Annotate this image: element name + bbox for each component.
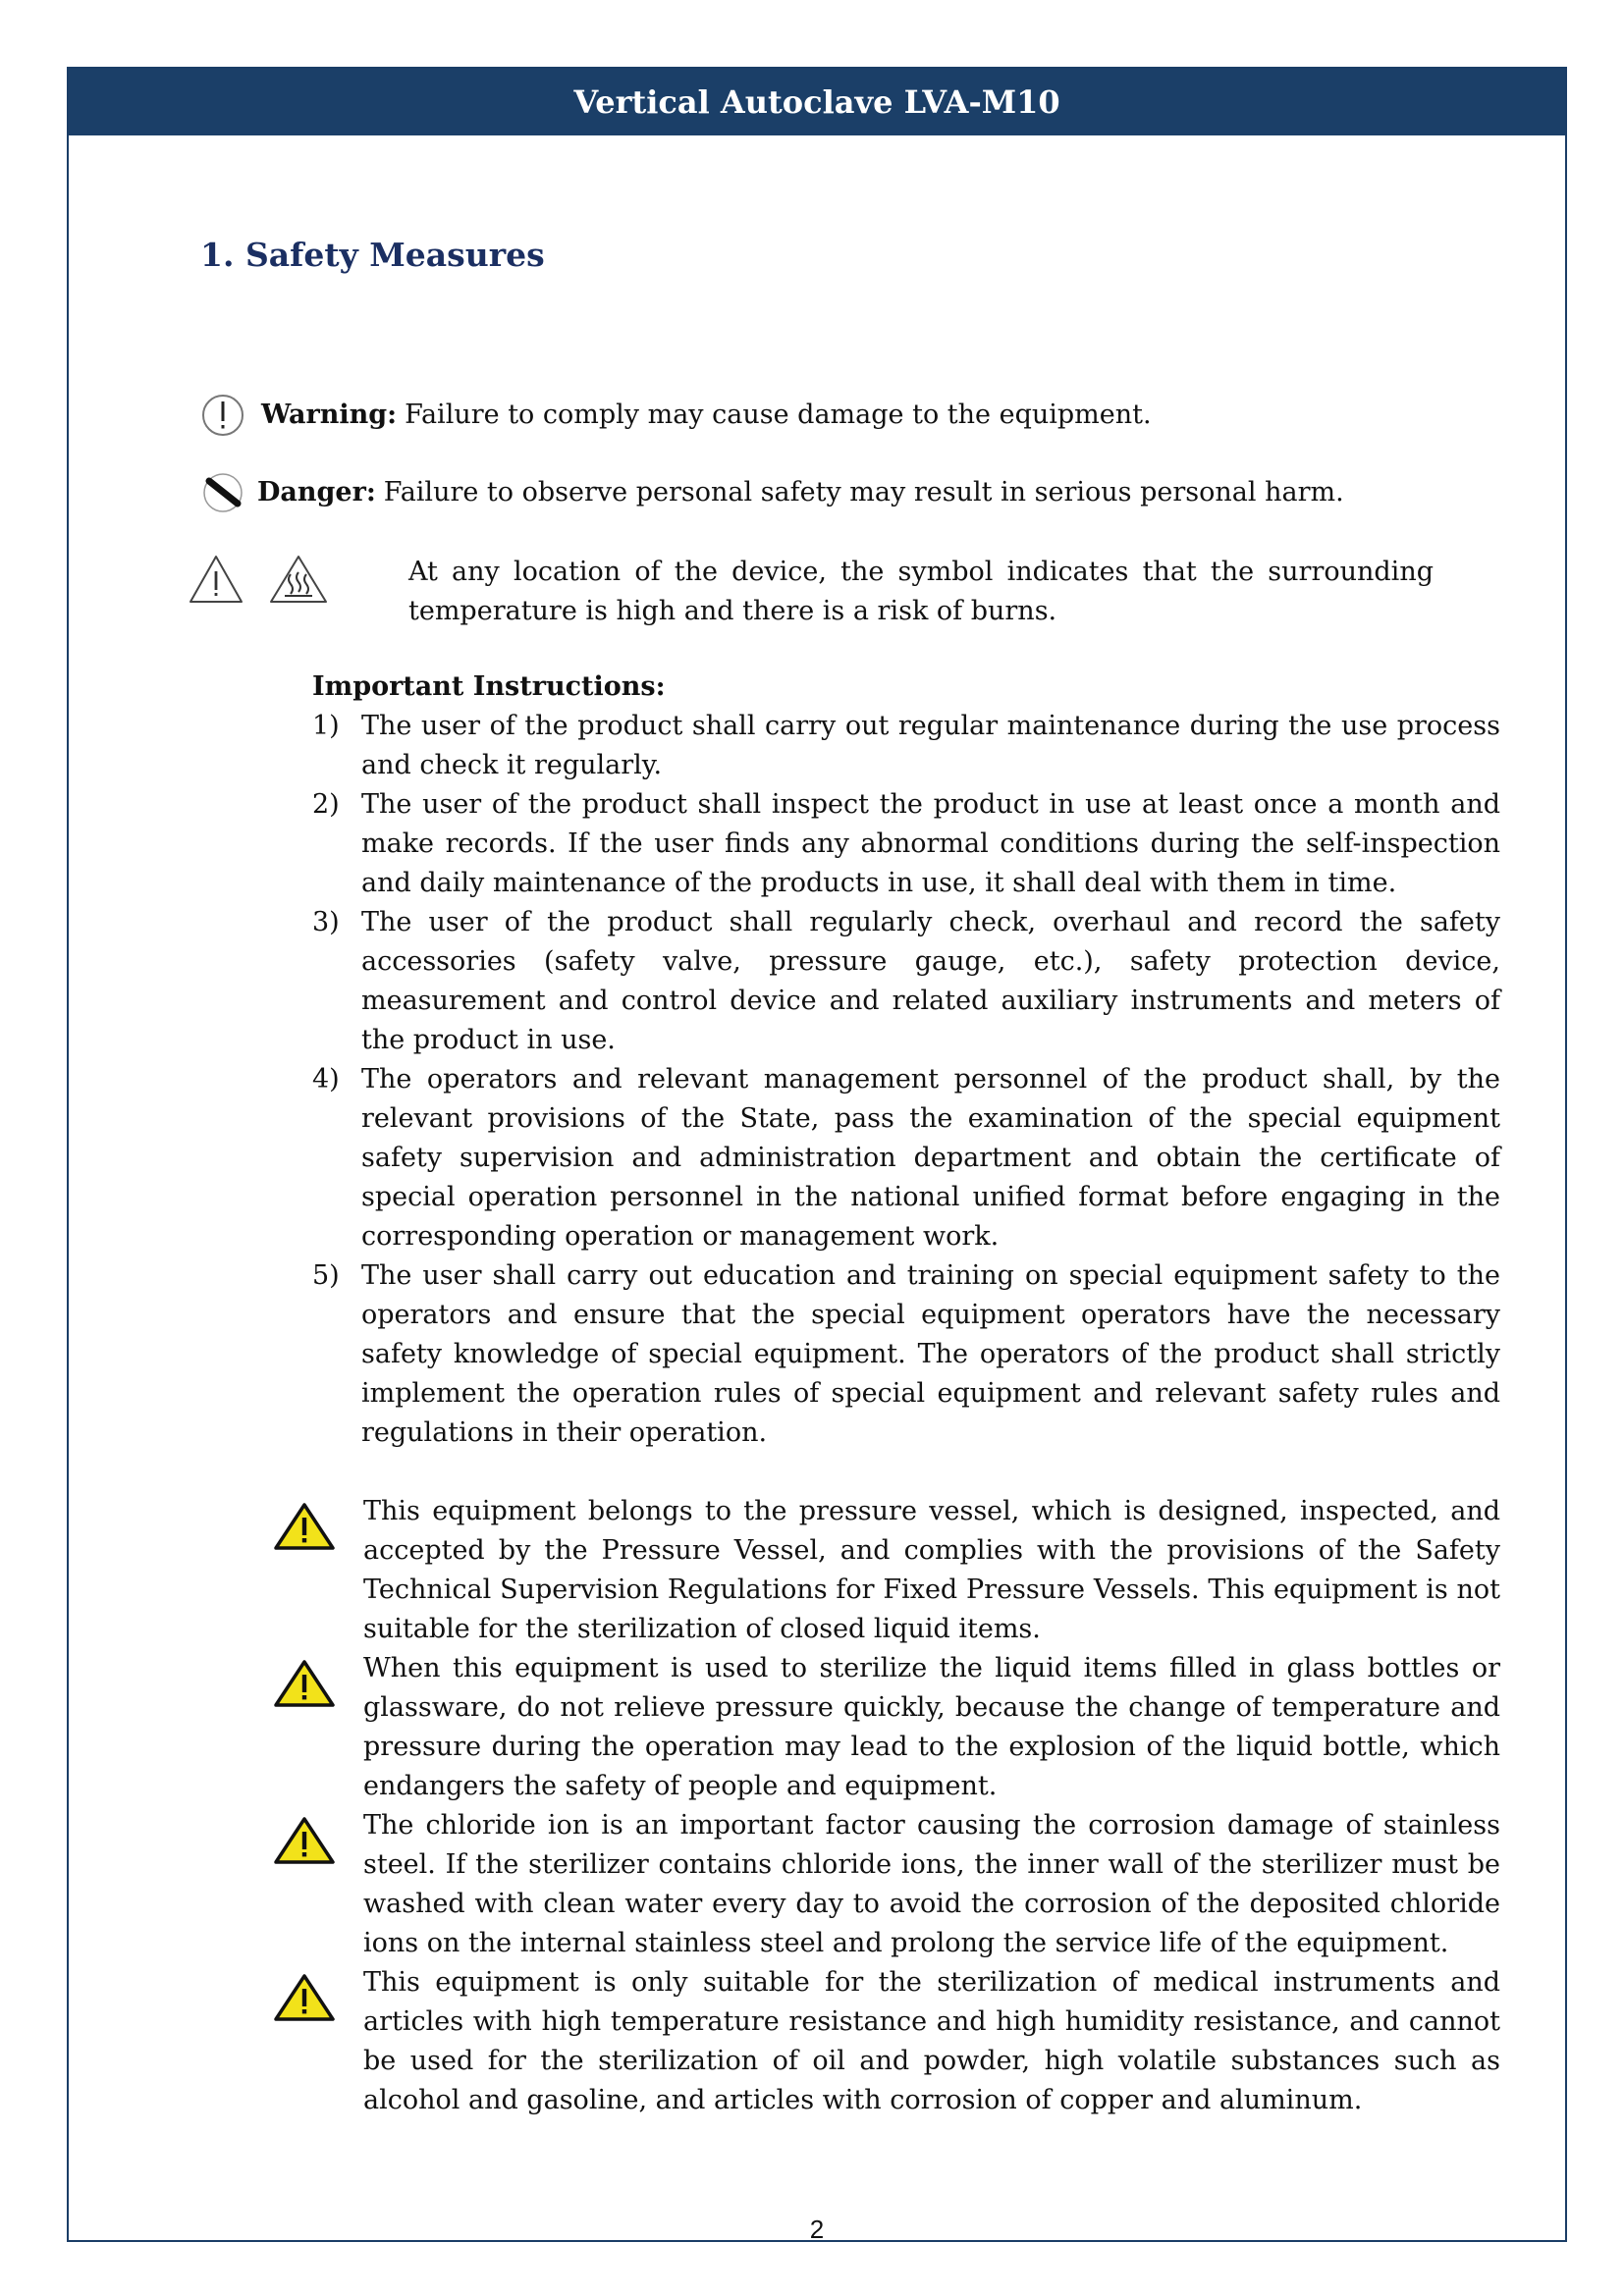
- circle-exclamation-icon: [200, 393, 249, 438]
- triangle-exclamation-icon: [187, 553, 245, 606]
- page-number: 2: [809, 2215, 825, 2244]
- warning-text: Failure to comply may cause damage to the equipment.: [405, 399, 1152, 430]
- yellow-triangle-exclamation-icon: [273, 1816, 336, 1865]
- instructions-list: [312, 707, 1500, 1453]
- caution-text: When this equipment is used to sterilize the liquid items filled in glass bottles or glassware, do not relieve pressure quickly, because the change of temperature and pressure during the operation may lead to the explosion of the liquid bottle, which endangers the safety of people and equipment.: [363, 1653, 1500, 1801]
- yellow-triangle-exclamation-icon: [273, 1502, 336, 1551]
- danger-text: Failure to observe personal safety may result in serious personal harm.: [383, 476, 1344, 507]
- danger-label: Danger:: [257, 476, 376, 507]
- instruction-text: The user of the product shall inspect the product in use at least once a month and make records. If the user finds any abnormal conditions during the self-inspection and daily maintenance of the products in use, it shall deal with them in time.: [361, 789, 1500, 898]
- instruction-number: 2): [312, 789, 340, 820]
- section-title: 1. Safety Measures: [200, 236, 545, 274]
- circle-prohibition-icon: [200, 471, 249, 514]
- instruction-item: [312, 903, 1500, 1060]
- caution-item: [273, 1649, 1500, 1806]
- caution-text: This equipment belongs to the pressure vessel, which is designed, inspected, and accepted by the Pressure Vessel, and complies with the provisions of the Safety Technical Supervision Regulations for Fixed Pressure Vessels. This equipment is not suitable for the sterilization of closed liquid items.: [363, 1496, 1500, 1644]
- caution-text: The chloride ion is an important factor causing the corrosion damage of stainless steel. If the sterilizer contains chloride ions, the inner wall of the sterilizer must be washed with clean water every day to avoid the corrosion of the deposited chloride ions on the internal stainless steel and prolong the service life of the equipment.: [363, 1810, 1500, 1958]
- yellow-triangle-exclamation-icon: [273, 1973, 336, 2022]
- instructions-title: Important Instructions:: [312, 671, 666, 702]
- instruction-text: The operators and relevant management personnel of the product shall, by the relevant provisions of the State, pass the examination of the special equipment safety supervision and administration department and obtain the certificate of special operation personnel in the national unified format before engaging in the corresponding operation or management work.: [361, 1064, 1500, 1252]
- instruction-number: 4): [312, 1064, 340, 1095]
- instruction-item: [312, 785, 1500, 903]
- instruction-text: The user of the product shall regularly check, overhaul and record the safety accessories (safety valve, pressure gauge, etc.), safety protection device, measurement and control device and related auxiliary instruments and meters of the product in use.: [361, 907, 1500, 1055]
- instruction-number: 3): [312, 907, 340, 937]
- instruction-item: [312, 1256, 1500, 1453]
- caution-item: [273, 1963, 1500, 2120]
- instruction-text: The user of the product shall carry out regular maintenance during the use process and check it regularly.: [361, 711, 1500, 780]
- caution-text: This equipment is only suitable for the sterilization of medical instruments and articles with high temperature resistance and high humidity resistance, and cannot be used for the sterilization of oil and powder, high volatile substances such as alcohol and gasoline, and articles with corrosion of copper and aluminum.: [363, 1967, 1500, 2115]
- burn-risk-text: At any location of the device, the symbol indicates that the surrounding temperature is high and there is a risk of burns.: [408, 557, 1434, 626]
- burn-icons: [187, 553, 330, 606]
- caution-item: [273, 1492, 1500, 1649]
- warning-legend: [200, 393, 1152, 438]
- document-title: Vertical Autoclave LVA-M10: [573, 83, 1060, 121]
- caution-notes: [273, 1492, 1500, 2120]
- instruction-text: The user shall carry out education and training on special equipment safety to the operators and ensure that the special equipment operators have the necessary safety knowledge of special equipment. The operators of the product shall strictly implement the operation rules of special equipment and relevant safety rules and regulations in their operation.: [361, 1260, 1500, 1448]
- yellow-triangle-exclamation-icon: [273, 1659, 336, 1708]
- warning-label: Warning:: [261, 399, 398, 430]
- instruction-number: 5): [312, 1260, 340, 1291]
- instruction-item: [312, 1060, 1500, 1256]
- danger-legend: [200, 471, 1344, 514]
- important-instructions: [312, 667, 1500, 1453]
- hot-surface-triangle-icon: [267, 553, 330, 606]
- page-frame: [67, 67, 1567, 2242]
- caution-item: [273, 1806, 1500, 1963]
- instruction-item: [312, 707, 1500, 785]
- page-content: [69, 69, 1565, 2244]
- instruction-number: 1): [312, 711, 340, 741]
